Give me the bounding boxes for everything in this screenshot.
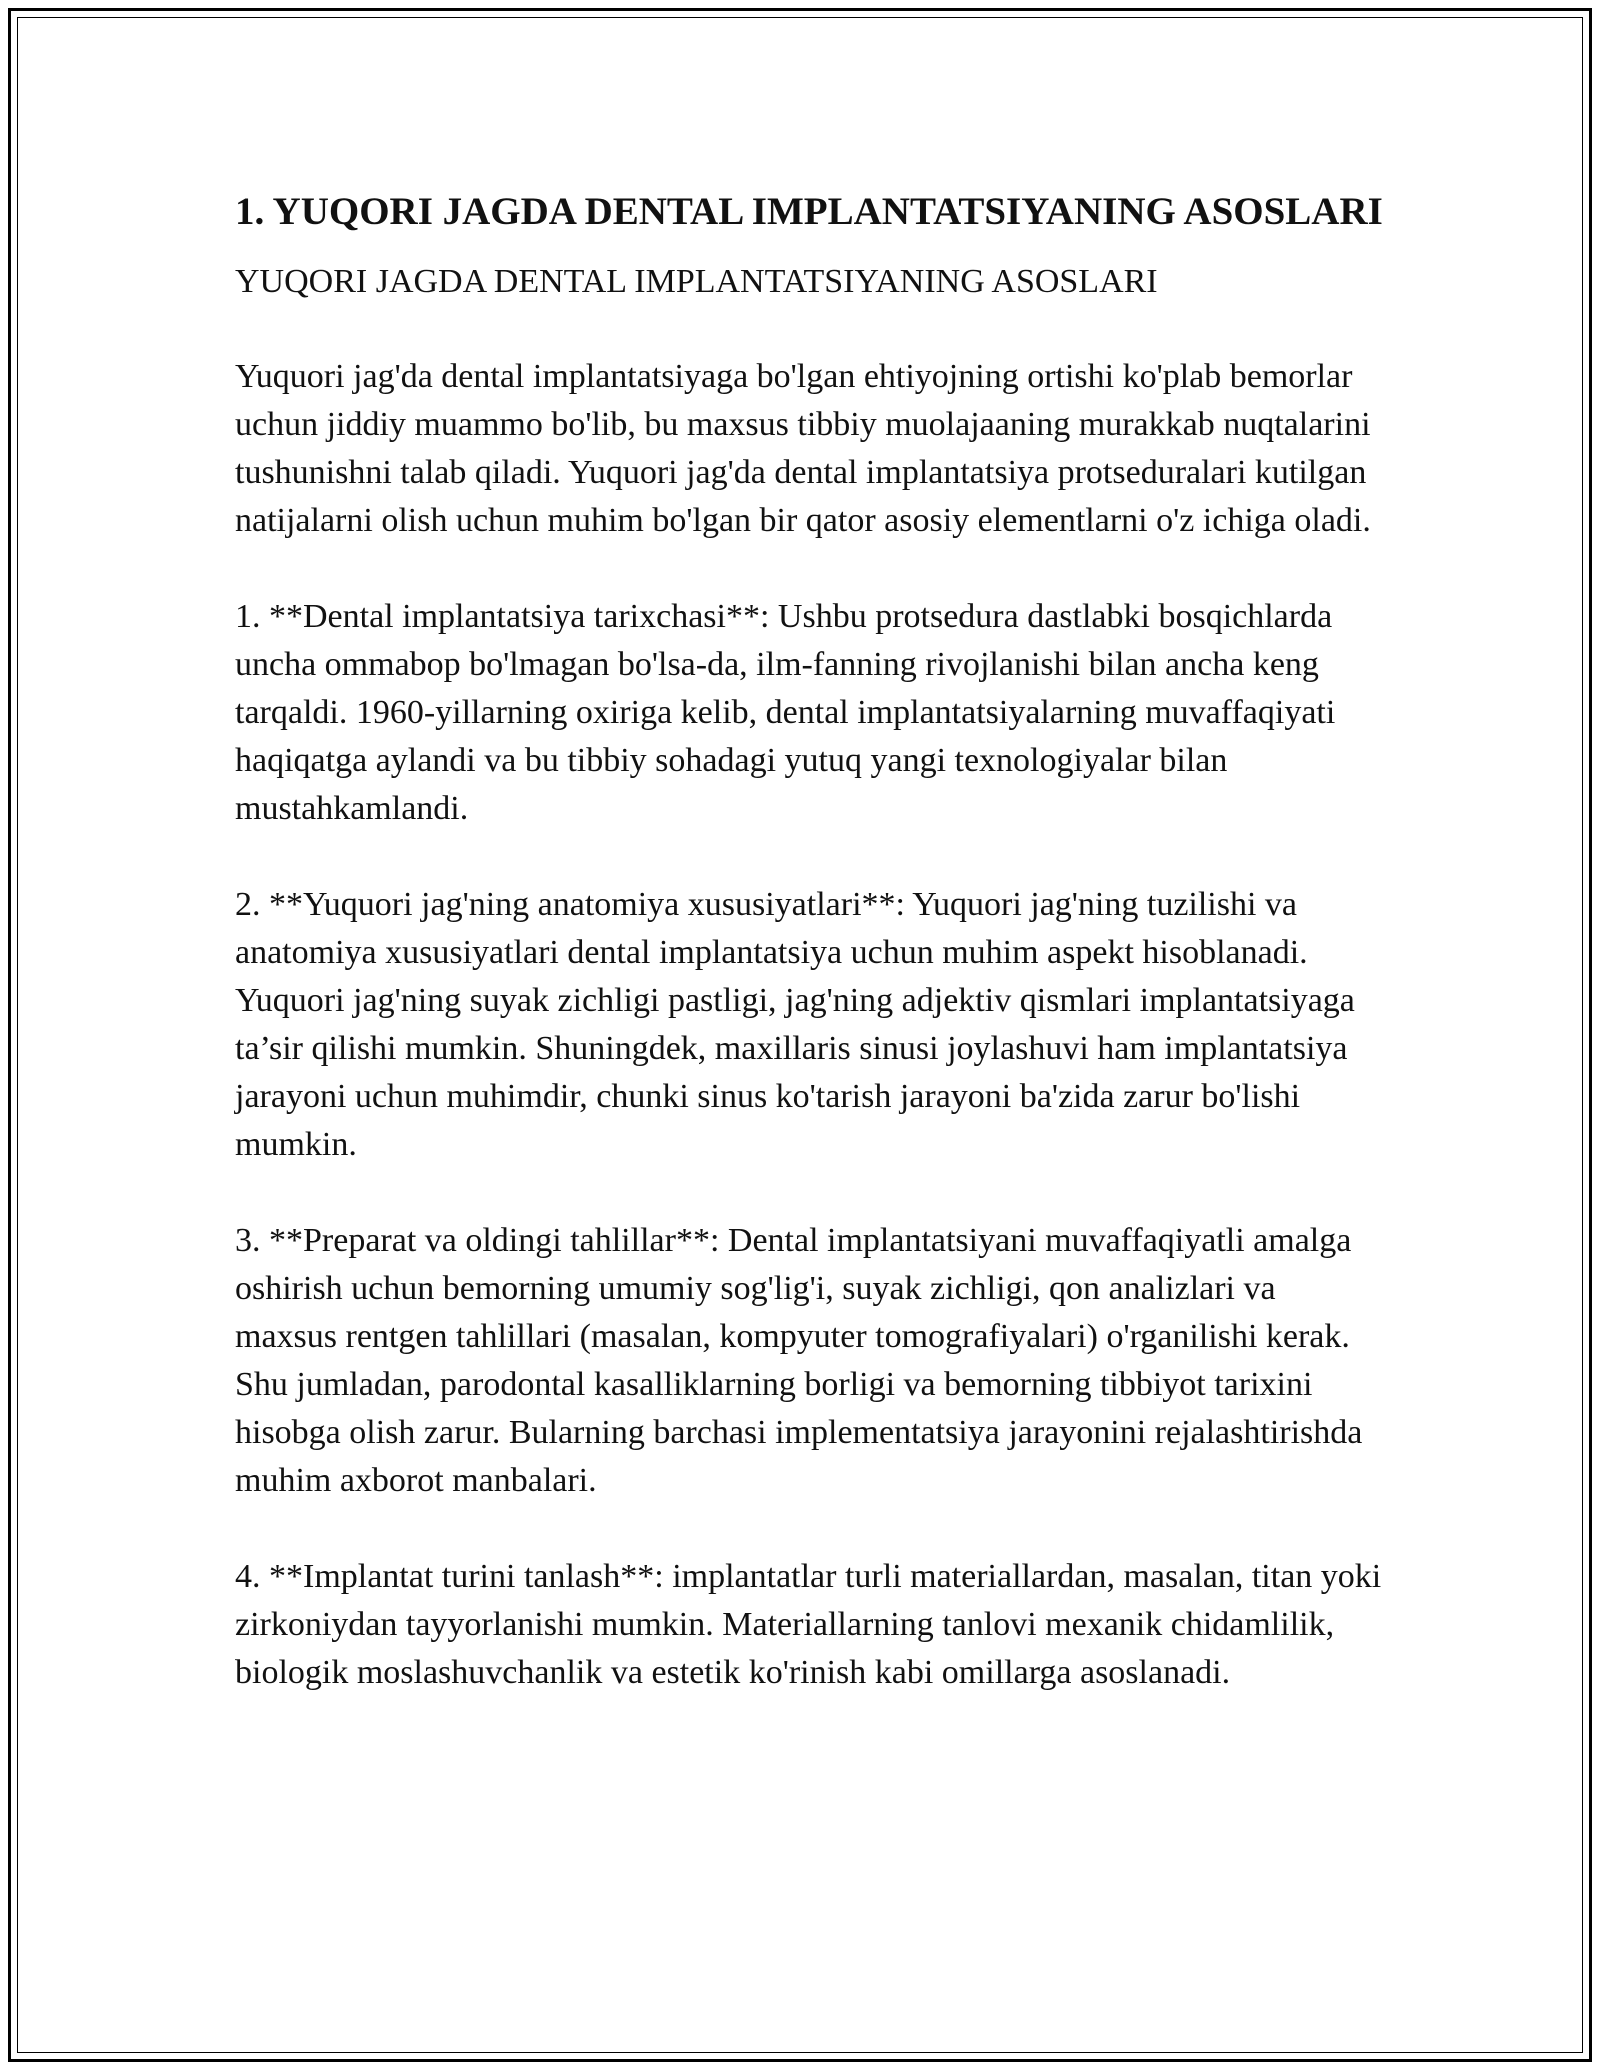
list-item-history: 1. **Dental implantatsiya tarixchasi**: Ushbu protsedura dastlabki bosqichlarda uncha ommabop bo'lmagan bo'lsa-da, ilm-fanning rivojlanishi bilan ancha keng tarqaldi. 1960-yillarning oxiriga kelib, dental implantatsiyalarning muvaffaqiyati haqiqatga aylandi va bu tibbiy sohadagi yutuq yangi texnologiyalar bilan mustahkamlandi. xyxy=(235,598,1336,827)
section-subheading: YUQORI JAGDA DENTAL IMPLANTATSIYANING ASOSLARI xyxy=(235,263,1158,300)
section-heading: 1. YUQORI JAGDA DENTAL IMPLANTATSIYANING ASOSLARI xyxy=(235,190,1383,233)
list-item-anatomy: 2. **Yuquori jag'ning anatomiya xususiyatlari**: Yuquori jag'ning tuzilishi va anatomiya xususiyatlari dental implantatsiya uchun muhim aspekt hisoblanadi. Yuquori jag'ning suyak zichligi pastligi, jag'ning adjektiv qismlari implantatsiyaga ta’sir qilishi mumkin. Shuningdek, maxillaris sinusi joylashuvi ham implantatsiya jarayoni uchun muhimdir, chunki sinus ko'tarish jarayoni ba'zida zarur bo'lishi mumkin. xyxy=(235,886,1355,1163)
document-body xyxy=(235,185,1385,1697)
list-item-preparation: 3. **Preparat va oldingi tahlillar**: Dental implantatsiyani muvaffaqiyatli amalga oshirish uchun bemorning umumiy sog'lig'i, suyak zichligi, qon analizlari va maxsus rentgen tahlillari (masalan, kompyuter tomografiyalari) o'rganilishi kerak. Shu jumladan, parodontal kasalliklarning borligi va bemorning tibbiyot tarixini hisobga olish zarur. Bularning barchasi implementatsiya jarayonini rejalashtirishda muhim axborot manbalari. xyxy=(235,1222,1363,1499)
list-item-implant-type: 4. **Implantat turini tanlash**: implantatlar turli materiallardan, masalan, titan yoki zirkoniydan tayyorlanishi mumkin. Materiallarning tanlovi mexanik chidamlilik, biologik moslashuvchanlik va estetik ko'rinish kabi omillarga asoslanadi. xyxy=(235,1558,1382,1691)
intro-paragraph: Yuquori jag'da dental implantatsiyaga bo'lgan ehtiyojning ortishi ko'plab bemorlar uchun jiddiy muammo bo'lib, bu maxsus tibbiy muolajaaning murakkab nuqtalarini tushunishni talab qiladi. Yuquori jag'da dental implantatsiya protseduralari kutilgan natijalarni olish uchun muhim bo'lgan bir qator asosiy elementlarni o'z ichiga oladi. xyxy=(235,358,1371,539)
